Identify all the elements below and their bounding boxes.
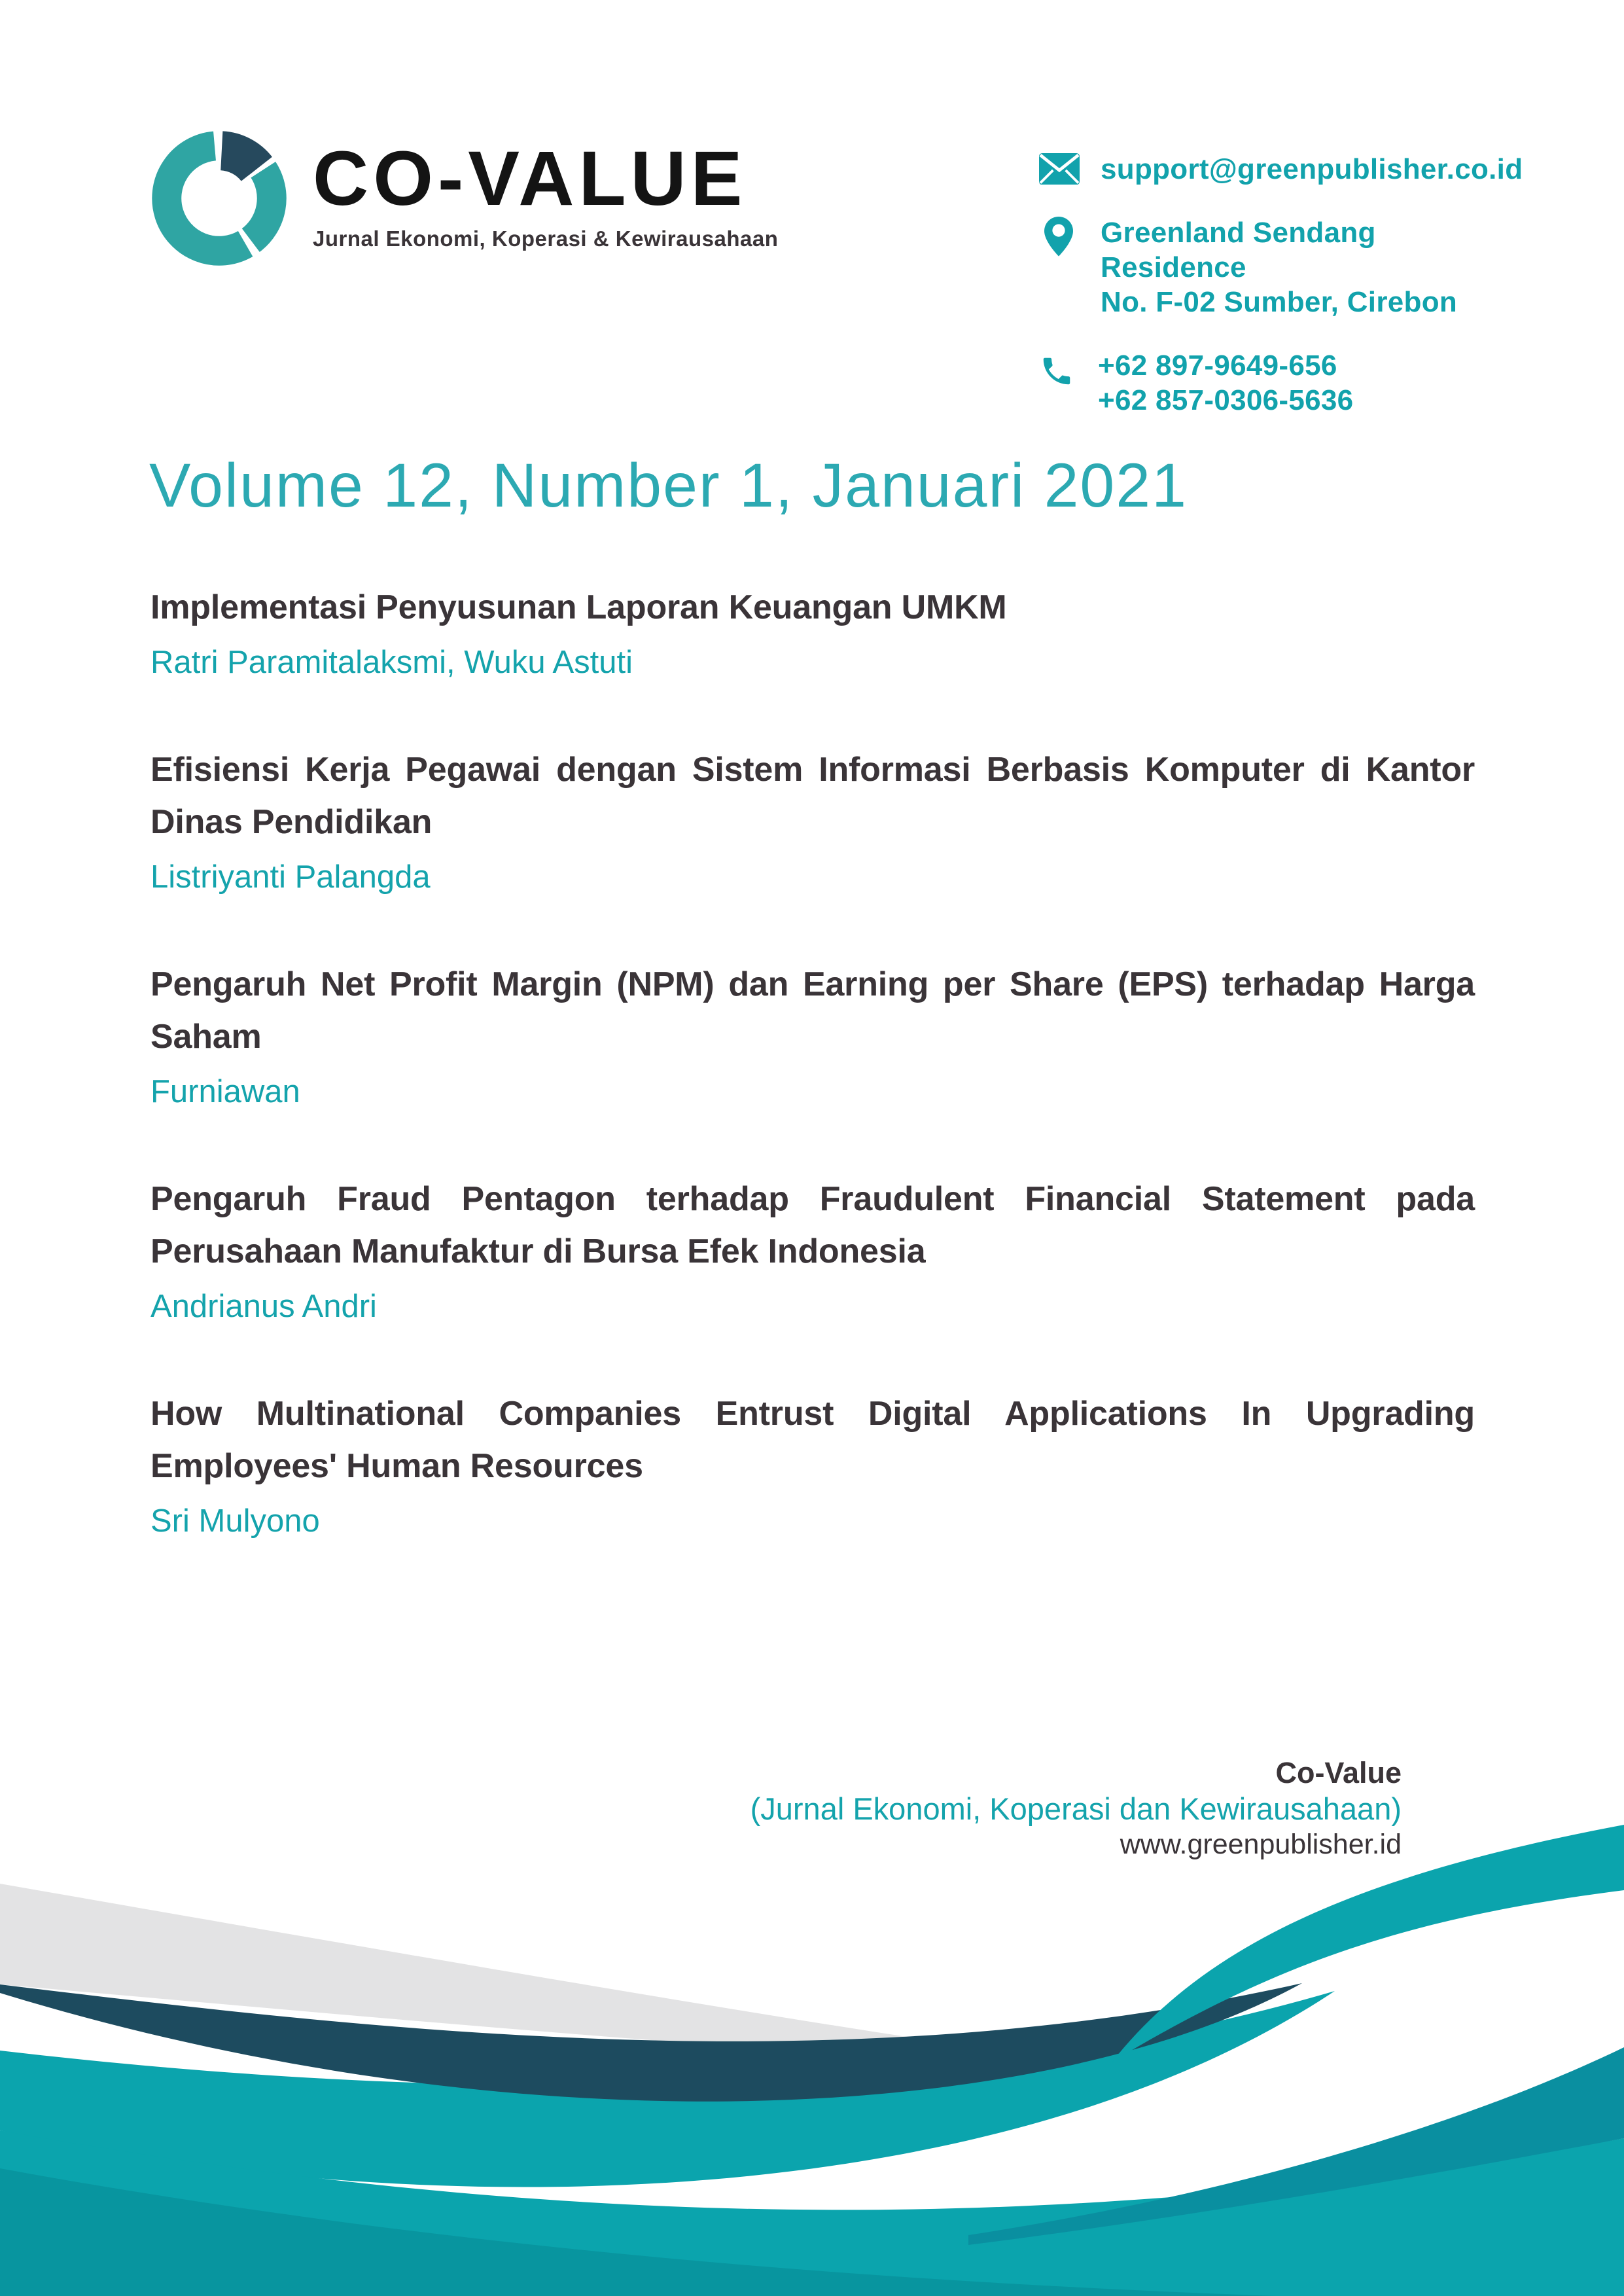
- article-authors: Andrianus Andri: [150, 1289, 377, 1324]
- contact-email: support@greenpublisher.co.id: [1101, 153, 1523, 185]
- decorative-wave-graphic: [0, 1812, 1624, 2296]
- contact-email-row: [1039, 152, 1523, 187]
- footer-journal-name: Co-Value: [1275, 1756, 1402, 1789]
- article-title: Pengaruh Net Profit Margin (NPM) dan Earning per Share (EPS) terhadap Harga Saham: [150, 965, 1475, 1056]
- location-pin-icon: [1044, 217, 1073, 257]
- article-entry: [150, 1388, 1475, 1541]
- contact-address-line2: No. F-02 Sumber, Cirebon: [1101, 286, 1458, 318]
- article-authors: Sri Mulyono: [150, 1503, 320, 1539]
- article-authors: Furniawan: [150, 1074, 300, 1109]
- issue-title: Volume 12, Number 1, Januari 2021: [149, 451, 1188, 520]
- article-title: Implementasi Penyusunan Laporan Keuangan UMKM: [150, 588, 1007, 626]
- footer-block: [750, 1755, 1402, 1861]
- logo-tagline: Jurnal Ekonomi, Koperasi & Kewirausahaan: [313, 226, 779, 251]
- email-icon: [1039, 153, 1080, 185]
- covalue-donut-logo-icon: [149, 128, 289, 268]
- footer-journal-subtitle: (Jurnal Ekonomi, Koperasi dan Kewirausahaan): [750, 1791, 1402, 1826]
- contact-block: [1039, 152, 1523, 446]
- footer-website: www.greenpublisher.id: [1120, 1829, 1402, 1860]
- contact-phone-row: [1039, 348, 1510, 418]
- phone-icon: [1039, 353, 1074, 389]
- contact-address-line1: Greenland Sendang Residence: [1101, 217, 1376, 283]
- logo-wordmark: CO-VALUE: [313, 135, 747, 222]
- article-title: How Multinational Companies Entrust Digital Applications In Upgrading Employees' Human Resources: [150, 1395, 1475, 1485]
- table-of-contents: [150, 581, 1475, 1602]
- contact-phone-2: +62 857-0306-5636: [1098, 384, 1354, 416]
- contact-address-row: [1039, 215, 1510, 319]
- article-entry: [150, 958, 1475, 1111]
- article-title: Efisiensi Kerja Pegawai dengan Sistem Informasi Berbasis Komputer di Kantor Dinas Pendidikan: [150, 751, 1475, 841]
- article-authors: Listriyanti Palangda: [150, 859, 431, 895]
- article-entry: [150, 581, 1475, 682]
- article-title: Pengaruh Fraud Pentagon terhadap Fraudulent Financial Statement pada Perusahaan Manufaktur di Bursa Efek Indonesia: [150, 1180, 1475, 1270]
- article-authors: Ratri Paramitalaksmi, Wuku Astuti: [150, 645, 633, 680]
- article-entry: [150, 744, 1475, 897]
- article-entry: [150, 1173, 1475, 1326]
- contact-phone-1: +62 897-9649-656: [1098, 350, 1337, 382]
- journal-logo: [149, 128, 778, 268]
